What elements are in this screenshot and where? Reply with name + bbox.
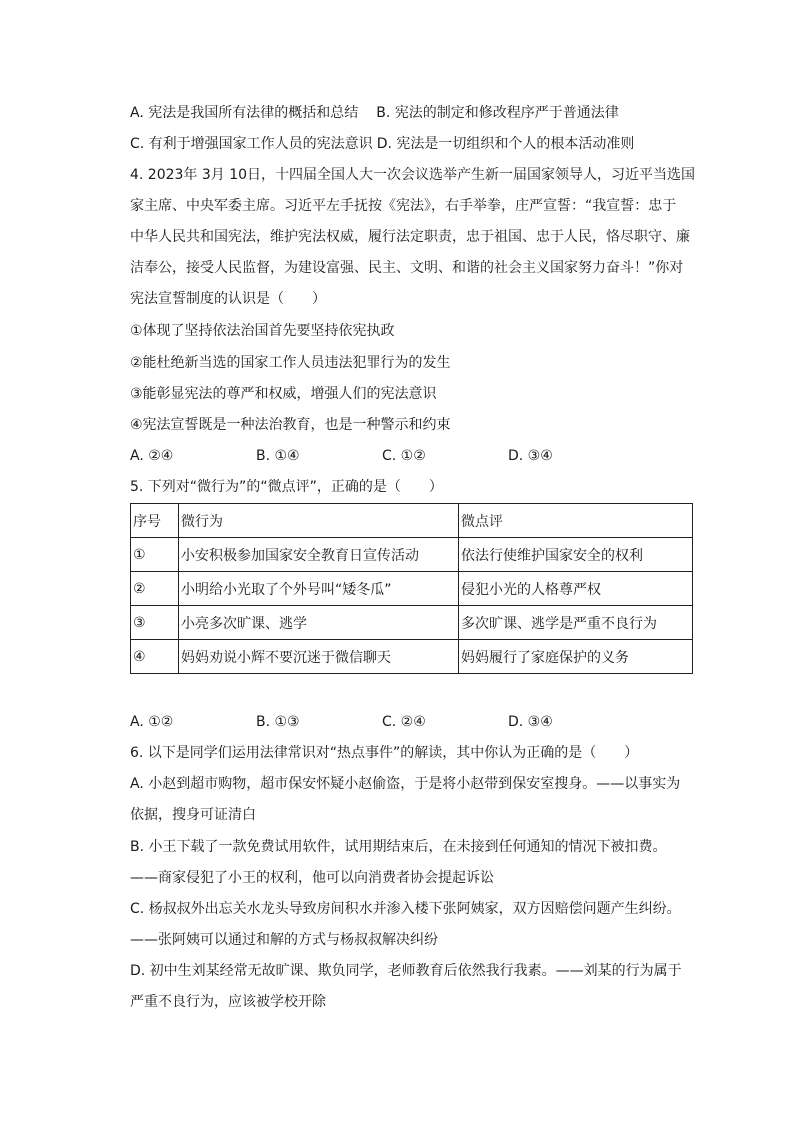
table-row <box>131 572 693 606</box>
q4-statement-4: ④宪法宣誓既是一种法治教育，也是一种警示和约束 <box>130 417 451 433</box>
q4-statement-3: ③能彰显宪法的尊严和权威，增强人们的宪法意识 <box>130 386 437 402</box>
q4-option-b: B. ①④ <box>256 448 300 464</box>
q5-option-c: C. ②④ <box>382 714 426 730</box>
q6-option-b-line-1: B. 小王下载了一款免费试用软件，试用期结束后，在未接到任何通知的情况下被扣费。 <box>130 839 667 855</box>
q4-option-a: A. ②④ <box>130 448 174 464</box>
table-cell: 妈妈劝说小辉不要沉迷于微信聊天 <box>179 640 459 674</box>
table-header-cell: 序号 <box>131 504 179 538</box>
q3-option-c: C. 有利于增强国家工作人员的宪法意识 <box>130 136 373 152</box>
q5-option-a: A. ①② <box>130 714 174 730</box>
q6-option-a-line-2: 依据，搜身可证清白 <box>130 807 256 823</box>
table-header-cell: 微点评 <box>459 504 693 538</box>
table-cell: 小明给小光取了个外号叫“矮冬瓜” <box>179 572 459 606</box>
q5-table <box>130 503 693 674</box>
q4-statement-2: ②能杜绝新当选的国家工作人员违法犯罪行为的发生 <box>130 355 451 371</box>
q5-option-d: D. ③④ <box>508 714 553 730</box>
q3-option-b: B. 宪法的制定和修改程序严于普通法律 <box>376 105 619 121</box>
q3-option-a: A. 宪法是我国所有法律的概括和总结 <box>130 105 359 121</box>
q4-stem-line-4: 洁奉公，接受人民监督，为建设富强、民主、文明、和谐的社会主义国家努力奋斗！”你对 <box>130 260 684 276</box>
q6-option-a-line-1: A. 小赵到超市购物，超市保安怀疑小赵偷盗，于是将小赵带到保安室搜身。——以事实为 <box>130 776 681 792</box>
q5-stem: 5. 下列对“微行为”的“微点评”，正确的是（ ） <box>130 479 443 495</box>
q4-stem-line-2: 家主席、中央军委主席。习近平左手抚按《宪法》，右手举拳，庄严宣誓：“我宣誓：忠于 <box>130 198 677 214</box>
table-cell: 小亮多次旷课、逃学 <box>179 606 459 640</box>
table-cell: ② <box>131 572 179 606</box>
q4-statement-1: ①体现了坚持依法治国首先要坚持依宪执政 <box>130 323 395 339</box>
table-row <box>131 640 693 674</box>
q4-stem-line-3: 中华人民共和国宪法，维护宪法权威，履行法定职责，忠于祖国、忠于人民，恪尽职守、廉 <box>130 229 690 245</box>
q6-option-d-line-1: D. 初中生刘某经常无故旷课、欺负同学，老师教育后依然我行我素。——刘某的行为属于 <box>130 963 682 979</box>
table-cell: ③ <box>131 606 179 640</box>
q4-option-c: C. ①② <box>382 448 426 464</box>
table-cell: 妈妈履行了家庭保护的义务 <box>459 640 693 674</box>
table-cell: 多次旷课、逃学是严重不良行为 <box>459 606 693 640</box>
table-row <box>131 606 693 640</box>
q6-stem: 6. 以下是同学们运用法律常识对“热点事件”的解读，其中你认为正确的是（ ） <box>130 745 639 761</box>
q5-option-b: B. ①③ <box>256 714 300 730</box>
q3-options-row1 <box>130 103 700 123</box>
table-cell: ① <box>131 538 179 572</box>
q6-option-b-line-2: ——商家侵犯了小王的权利，他可以向消费者协会提起诉讼 <box>130 870 494 886</box>
table-row <box>131 538 693 572</box>
q4-option-d: D. ③④ <box>508 448 553 464</box>
q3-option-d: D. 宪法是一切组织和个人的根本活动准则 <box>376 136 635 152</box>
table-cell: ④ <box>131 640 179 674</box>
q6-option-c-line-2: ——张阿姨可以通过和解的方式与杨叔叔解决纠纷 <box>130 932 438 948</box>
q6-option-d-line-2: 严重不良行为，应该被学校开除 <box>130 994 326 1010</box>
table-cell: 侵犯小光的人格尊严权 <box>459 572 693 606</box>
table-header-cell: 微行为 <box>179 504 459 538</box>
q4-stem-line-1: 4. 2023年 3月 10日，十四届全国人大一次会议选举产生新一届国家领导人，习近平当选国 <box>130 167 696 183</box>
table-cell: 小安积极参加国家安全教育日宣传活动 <box>179 538 459 572</box>
q4-stem-line-5: 宪法宣誓制度的认识是（ ） <box>130 291 326 307</box>
q6-option-c-line-1: C. 杨叔叔外出忘关水龙头导致房间积水并渗入楼下张阿姨家，双方因赔偿问题产生纠纷。 <box>130 901 681 917</box>
q3-options-row2 <box>130 134 700 154</box>
table-header-row <box>131 504 693 538</box>
table-cell: 依法行使维护国家安全的权利 <box>459 538 693 572</box>
